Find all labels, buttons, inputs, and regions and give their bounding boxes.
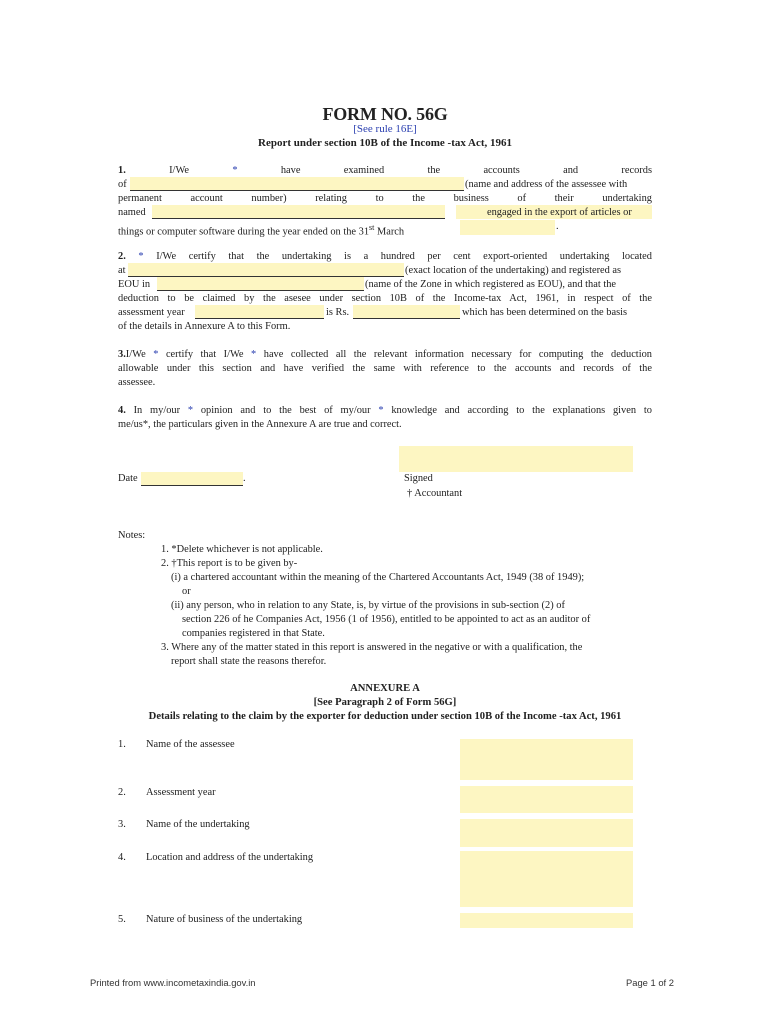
note-2-ii-line2: section 226 of he Companies Act, 1956 (1 of 1956), entitled to be appointed to act as an auditor of bbox=[182, 614, 591, 625]
accountant-label: † Accountant bbox=[407, 488, 463, 499]
notes-heading: Notes: bbox=[118, 530, 146, 541]
form-subtitle: Report under section 10B of the Income -tax Act, 1961 bbox=[258, 137, 512, 149]
word: records bbox=[621, 165, 652, 176]
word: business bbox=[453, 193, 489, 204]
text: I/We certify that the undertaking is a hundred per cent export-oriented undertaking located bbox=[156, 251, 652, 262]
text: certify that I/We bbox=[165, 349, 244, 360]
text: In my/our bbox=[133, 405, 181, 416]
assessment-year-field[interactable] bbox=[195, 305, 324, 319]
note-2-ii-line1: (ii) any person, who in relation to any State, is, by virtue of the provisions in sub-section (2) of bbox=[171, 600, 565, 611]
item-label-assessee-name: Name of the assessee bbox=[146, 739, 235, 750]
star-marker: * bbox=[153, 349, 159, 360]
star-marker: * bbox=[378, 405, 384, 416]
para4-line1 bbox=[118, 404, 652, 418]
word: examined bbox=[343, 165, 385, 176]
underline bbox=[195, 318, 324, 319]
item-label-assessment-year: Assessment year bbox=[146, 787, 216, 798]
text: have collected all the relevant information necessary for computing the deduction bbox=[263, 349, 652, 360]
word: to bbox=[375, 193, 384, 204]
year-end-date-field[interactable] bbox=[460, 220, 555, 235]
para3-number: 3. bbox=[118, 349, 126, 360]
footer-source: Printed from www.incometaxindia.gov.in bbox=[90, 977, 256, 988]
underline bbox=[157, 290, 364, 291]
para1-line4-suffix: engaged in the export of articles or bbox=[487, 207, 632, 218]
item-number: 1. bbox=[118, 739, 126, 750]
eou-zone-field[interactable] bbox=[157, 277, 364, 291]
para3-line1 bbox=[118, 348, 652, 362]
word: accounts bbox=[483, 165, 520, 176]
star-marker: * bbox=[232, 165, 238, 176]
word: permanent bbox=[118, 193, 162, 204]
word: their bbox=[554, 193, 574, 204]
underline bbox=[152, 218, 445, 219]
para2-number: 2. bbox=[118, 251, 126, 262]
note-2-i: (i) a chartered accountant within the meaning of the Chartered Accountants Act, 1949 (38 of 1949); bbox=[171, 572, 585, 583]
word: relating bbox=[315, 193, 347, 204]
text: things or computer software during the year ended on the 31 bbox=[118, 226, 370, 238]
note-1: 1. *Delete whichever is not applicable. bbox=[161, 544, 323, 555]
superscript: st bbox=[369, 223, 375, 232]
para2-line3-suffix: (name of the Zone in which registered as EOU), and that the bbox=[365, 279, 617, 290]
item-label-business-nature: Nature of business of the undertaking bbox=[146, 914, 303, 925]
para2-line5-suffix: which has been determined on the basis bbox=[462, 307, 628, 318]
para2-line3-prefix: EOU in bbox=[118, 279, 151, 290]
text: opinion and to the best of my/our bbox=[200, 405, 371, 416]
form-title: FORM NO. 56G bbox=[322, 104, 448, 124]
underline bbox=[353, 318, 460, 319]
para2-line5-prefix: assessment year bbox=[118, 307, 185, 318]
para4-number: 4. bbox=[118, 405, 126, 416]
signed-label: Signed bbox=[404, 473, 433, 484]
annexure-title: ANNEXURE A bbox=[350, 683, 420, 694]
deduction-amount-field[interactable] bbox=[353, 305, 460, 319]
text: of bbox=[118, 179, 127, 190]
star-marker: * bbox=[251, 349, 257, 360]
word: I/We bbox=[169, 165, 190, 176]
para2-line2-suffix: (exact location of the undertaking) and registered as bbox=[405, 265, 622, 276]
text: I/We bbox=[125, 349, 146, 360]
signature-field[interactable] bbox=[399, 446, 633, 472]
text: March bbox=[374, 226, 405, 238]
note-3-line2: report shall state the reasons therefor. bbox=[171, 656, 327, 667]
item-label-undertaking-location: Location and address of the undertaking bbox=[146, 852, 314, 863]
word: account bbox=[190, 193, 223, 204]
star-marker: * bbox=[187, 405, 194, 416]
item-label-undertaking-name: Name of the undertaking bbox=[146, 819, 250, 830]
undertaking-location-field[interactable] bbox=[128, 263, 404, 277]
annexure-reference: [See Paragraph 2 of Form 56G] bbox=[313, 697, 457, 708]
note-or: or bbox=[182, 586, 191, 597]
date-field[interactable] bbox=[141, 472, 243, 486]
undertaking-name-field[interactable] bbox=[152, 205, 445, 219]
date-period: . bbox=[243, 473, 246, 484]
assessment-year-input[interactable] bbox=[460, 786, 633, 813]
item-number: 5. bbox=[118, 914, 126, 925]
assessee-name-field[interactable] bbox=[130, 177, 464, 191]
business-nature-input[interactable] bbox=[460, 913, 633, 928]
para2-line4: deduction to be claimed by the asesee under section 10B of the Income-tax Act, 1961, in respect of the bbox=[118, 293, 652, 304]
underline bbox=[141, 485, 243, 486]
word: undertaking bbox=[602, 193, 652, 204]
para2-line2-prefix: at bbox=[118, 265, 126, 276]
para1-line4-prefix: named bbox=[118, 207, 146, 218]
period: . bbox=[556, 221, 559, 232]
undertaking-name-input[interactable] bbox=[460, 819, 633, 847]
word: the bbox=[412, 193, 425, 204]
word: and bbox=[563, 165, 579, 176]
note-3-line1: 3. Where any of the matter stated in this report is answered in the negative or with a qualification, the bbox=[161, 642, 583, 653]
para1-line2-suffix: (name and address of the assessee with bbox=[465, 179, 628, 190]
page-number: Page 1 of 2 bbox=[626, 977, 674, 988]
note-2-ii-line3: companies registered in that State. bbox=[182, 628, 325, 639]
item-number: 2. bbox=[118, 787, 126, 798]
para2-line5-mid: is Rs. bbox=[326, 307, 350, 318]
rule-reference: [See rule 16E] bbox=[353, 123, 417, 135]
note-2: 2. †This report is to be given by- bbox=[161, 558, 298, 569]
star-marker: * bbox=[138, 251, 144, 262]
undertaking-location-input[interactable] bbox=[460, 851, 633, 907]
underline bbox=[130, 190, 464, 191]
date-label: Date bbox=[118, 473, 138, 484]
para3-line2: allowable under this section and have verified the same with reference to the accounts and records of the bbox=[118, 363, 652, 374]
word: the bbox=[427, 165, 441, 176]
word: of bbox=[517, 193, 527, 204]
para2-line6: of the details in Annexure A to this Form. bbox=[118, 321, 291, 332]
word: number) bbox=[251, 193, 287, 204]
para4-line2: me/us*, the particulars given in the Annexure A are true and correct. bbox=[118, 419, 402, 430]
item-number: 4. bbox=[118, 852, 126, 863]
para3-line3: assessee. bbox=[118, 377, 156, 388]
assessee-name-input[interactable] bbox=[460, 739, 633, 780]
item-number: 3. bbox=[118, 819, 126, 830]
para1-line5 bbox=[118, 221, 652, 240]
word: have bbox=[280, 165, 301, 176]
text: knowledge and according to the explanations given to bbox=[391, 405, 652, 416]
annexure-description: Details relating to the claim by the exporter for deduction under section 10B of the Income -tax Act, 1961 bbox=[148, 711, 622, 722]
para1-number: 1. bbox=[118, 165, 126, 176]
